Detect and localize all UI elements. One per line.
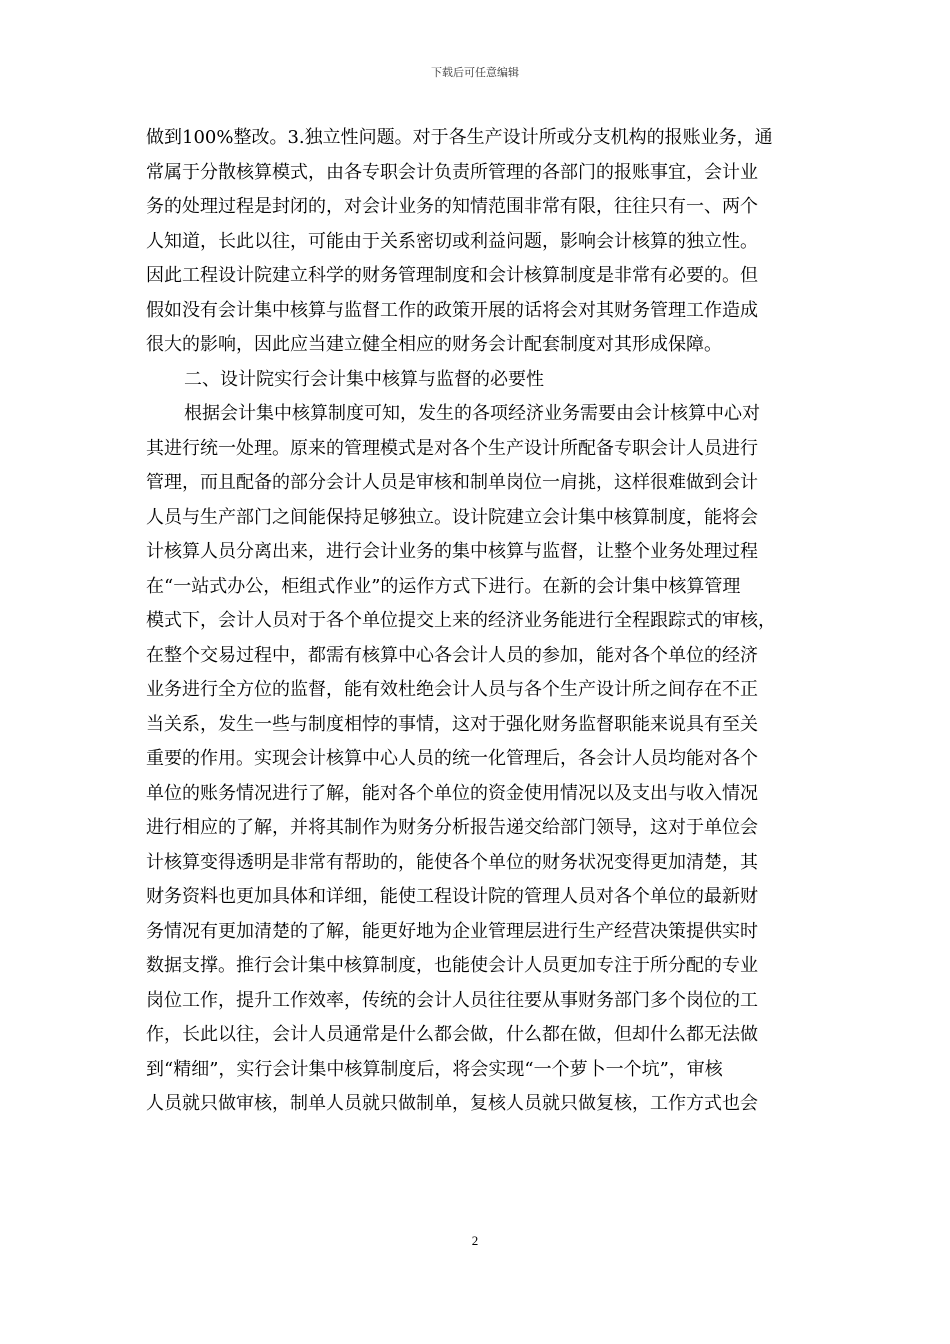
body-text bbox=[146, 121, 812, 1122]
text-line: 根据会计集中核算制度可知，发生的各项经济业务需要由会计核算中心对 bbox=[184, 403, 760, 424]
text-line: 务的处理过程是封闭的，对会计业务的知情范围非常有限，往往只有一、两个 bbox=[146, 196, 758, 217]
text-line: 计核算变得透明是非常有帮助的，能使各个单位的财务状况变得更加清楚，其 bbox=[146, 851, 758, 873]
text-line: 常属于分散核算模式，由各专职会计负责所管理的各部门的报账事宜，会计业 bbox=[146, 161, 758, 183]
text-line: 管理，而且配备的部分会计人员是审核和制单岗位一肩挑，这样很难做到会计 bbox=[146, 472, 758, 493]
page-number: 2 bbox=[471, 1233, 479, 1248]
text-line: 在“一站式办公，柜组式作业”的运作方式下进行。在新的会计集中核算管理 bbox=[146, 575, 741, 597]
text-line: 业务进行全方位的监督，能有效杜绝会计人员与各个生产设计所之间存在不正 bbox=[146, 679, 758, 700]
text-line: 假如没有会计集中核算与监督工作的政策开展的话将会对其财务管理工作造成 bbox=[146, 299, 758, 321]
text-line: 重要的作用。实现会计核算中心人员的统一化管理后，各会计人员均能对各个 bbox=[146, 748, 758, 769]
text-line: 进行相应的了解，并将其制作为财务分析报告递交给部门领导，这对于单位会 bbox=[146, 817, 758, 838]
text-line: 数据支撑。推行会计集中核算制度，也能使会计人员更加专注于所分配的专业 bbox=[146, 955, 758, 976]
text-line: 人员就只做审核，制单人员就只做制单，复核人员就只做复核，工作方式也会 bbox=[146, 1093, 758, 1114]
text-line: 做到100%整改。3.独立性问题。对于各生产设计所或分支机构的报账业务，通 bbox=[146, 127, 773, 148]
text-line: 人员与生产部门之间能保持足够独立。设计院建立会计集中核算制度，能将会 bbox=[146, 506, 758, 528]
text-line: 务情况有更加清楚的了解，能更好地为企业管理层进行生产经营决策提供实时 bbox=[146, 920, 758, 942]
text-line: 计核算人员分离出来，进行会计业务的集中核算与监督，让整个业务处理过程 bbox=[146, 541, 758, 562]
text-line: 在整个交易过程中，都需有核算中心各会计人员的参加，能对各个单位的经济 bbox=[146, 644, 758, 666]
text-line: 作，长此以往，会计人员通常是什么都会做，什么都在做，但却什么都无法做 bbox=[146, 1024, 758, 1045]
text-line: 很大的影响，因此应当建立健全相应的财务会计配套制度对其形成保障。 bbox=[146, 334, 722, 355]
text-line: 到“精细”，实行会计集中核算制度后，将会实现“一个萝卜一个坑”，审核 bbox=[146, 1058, 723, 1080]
page-header: 下载后可任意编辑 bbox=[431, 66, 519, 79]
text-line: 其进行统一处理。原来的管理模式是对各个生产设计所配备专职会计人员进行 bbox=[146, 437, 758, 459]
section-heading: 二、设计院实行会计集中核算与监督的必要性 bbox=[184, 368, 544, 390]
text-line: 人知道，长此以往，可能由于关系密切或利益问题，影响会计核算的独立性。 bbox=[146, 230, 758, 252]
text-line: 因此工程设计院建立科学的财务管理制度和会计核算制度是非常有必要的。但 bbox=[146, 265, 758, 286]
text-line: 模式下，会计人员对于各个单位提交上来的经济业务能进行全程跟踪式的审核， bbox=[146, 610, 776, 631]
text-line: 岗位工作，提升工作效率，传统的会计人员往往要从事财务部门多个岗位的工 bbox=[146, 989, 758, 1011]
text-line: 财务资料也更加具体和详细，能使工程设计院的管理人员对各个单位的最新财 bbox=[146, 886, 758, 907]
text-line: 单位的账务情况进行了解，能对各个单位的资金使用情况以及支出与收入情况 bbox=[146, 782, 758, 804]
text-line: 当关系，发生一些与制度相悖的事情，这对于强化财务监督职能来说具有至关 bbox=[146, 713, 758, 735]
